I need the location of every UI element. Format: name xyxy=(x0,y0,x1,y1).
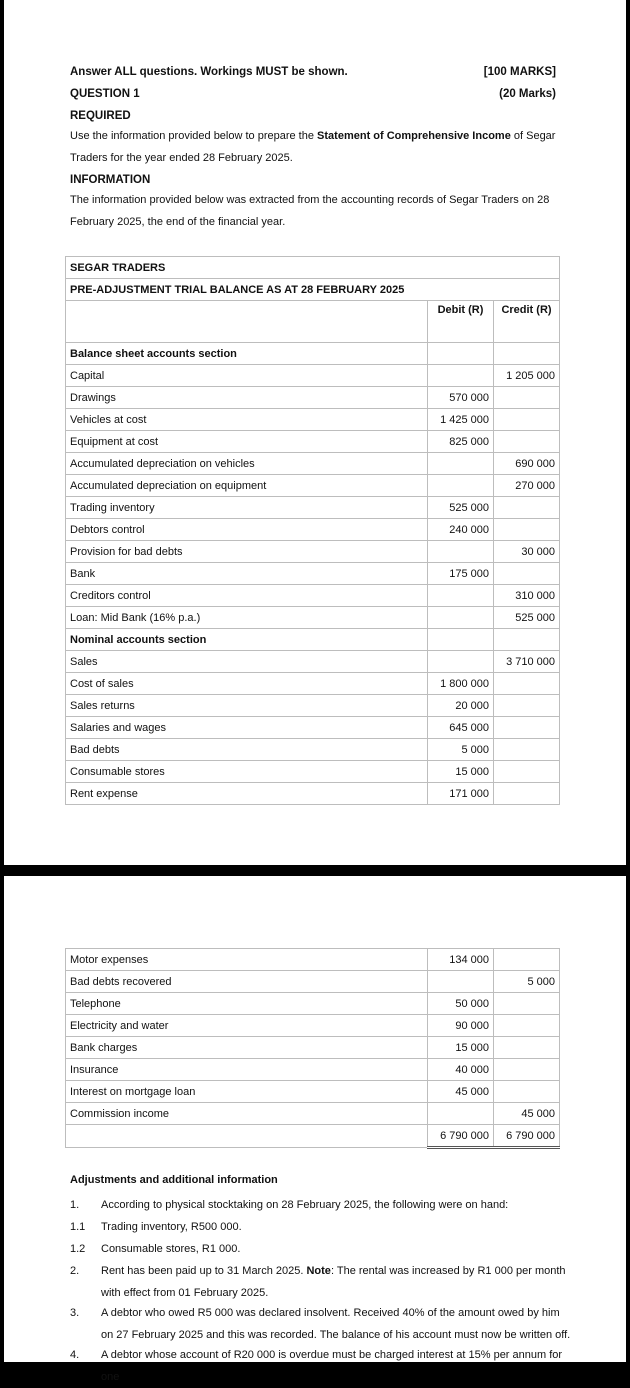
account-name: Vehicles at cost xyxy=(66,409,428,431)
credit-amount xyxy=(494,783,560,805)
adjustments-heading: Adjustments and additional information xyxy=(70,1174,278,1186)
table-row xyxy=(66,695,560,717)
debit-amount xyxy=(428,607,494,629)
debit-amount: 825 000 xyxy=(428,431,494,453)
account-name: Electricity and water xyxy=(66,1015,428,1037)
trial-balance-table xyxy=(65,256,560,805)
credit-amount: 310 000 xyxy=(494,585,560,607)
table-row xyxy=(66,1103,560,1125)
account-name: Sales xyxy=(66,651,428,673)
table-row xyxy=(66,993,560,1015)
table-row xyxy=(66,519,560,541)
table-row xyxy=(66,783,560,805)
table-row xyxy=(66,431,560,453)
credit-amount: 270 000 xyxy=(494,475,560,497)
adjustment-text xyxy=(101,1260,571,1304)
adjustment-text: According to physical stocktaking on 28 February 2025, the following were on hand: xyxy=(101,1199,509,1211)
credit-amount: 5 000 xyxy=(494,971,560,993)
question-marks: (20 Marks) xyxy=(499,88,556,100)
table-row xyxy=(66,651,560,673)
debit-amount: 45 000 xyxy=(428,1081,494,1103)
credit-amount xyxy=(494,695,560,717)
table-row xyxy=(66,1081,560,1103)
table-row xyxy=(66,971,560,993)
credit-amount xyxy=(494,1015,560,1037)
adjustment-text-pre: Rent has been paid up to 31 March 2025. xyxy=(101,1265,307,1277)
account-name: Accumulated depreciation on equipment xyxy=(66,475,428,497)
credit-amount xyxy=(494,1059,560,1081)
credit-amount xyxy=(494,739,560,761)
totals-row xyxy=(66,1125,560,1148)
page-two xyxy=(4,876,626,1383)
credit-amount xyxy=(494,387,560,409)
account-name: Salaries and wages xyxy=(66,717,428,739)
question-number: QUESTION 1 xyxy=(70,88,140,100)
credit-amount xyxy=(494,563,560,585)
information-text: The information provided below was extracted from the accounting records of Segar Traders on 28 February 2025, the end of the financial year. xyxy=(70,194,550,228)
page-one xyxy=(4,0,626,865)
table-row xyxy=(66,541,560,563)
debit-amount: 175 000 xyxy=(428,563,494,585)
adjustment-number: 1.1 xyxy=(70,1221,86,1233)
credit-amount xyxy=(494,629,560,651)
account-name: Commission income xyxy=(66,1103,428,1125)
adjustment-text: A debtor whose account of R20 000 is overdue must be charged interest at 15% per annum for one xyxy=(101,1349,563,1383)
debit-amount: 134 000 xyxy=(428,949,494,971)
credit-amount xyxy=(494,949,560,971)
debit-amount: 20 000 xyxy=(428,695,494,717)
account-name: Motor expenses xyxy=(66,949,428,971)
adjustment-note-label: Note xyxy=(306,1265,331,1277)
required-heading: REQUIRED xyxy=(70,110,131,122)
instructions: Answer ALL questions. Workings MUST be shown. xyxy=(70,66,348,78)
information-heading: INFORMATION xyxy=(70,174,151,186)
credit-amount: 3 710 000 xyxy=(494,651,560,673)
debit-amount: 50 000 xyxy=(428,993,494,1015)
account-name: Cost of sales xyxy=(66,673,428,695)
debit-amount xyxy=(428,453,494,475)
credit-amount xyxy=(494,717,560,739)
credit-header: Credit (R) xyxy=(494,301,560,343)
debit-amount xyxy=(428,365,494,387)
section-row xyxy=(66,343,560,365)
credit-amount xyxy=(494,431,560,453)
debit-amount: 645 000 xyxy=(428,717,494,739)
table-row xyxy=(66,1059,560,1081)
credit-amount xyxy=(494,497,560,519)
total-credit: 6 790 000 xyxy=(494,1125,560,1148)
debit-header: Debit (R) xyxy=(428,301,494,343)
account-name: Bank charges xyxy=(66,1037,428,1059)
account-name: Telephone xyxy=(66,993,428,1015)
credit-amount xyxy=(494,1081,560,1103)
table-row xyxy=(66,739,560,761)
account-name: Debtors control xyxy=(66,519,428,541)
adjustment-number: 3. xyxy=(70,1307,80,1319)
credit-amount: 1 205 000 xyxy=(494,365,560,387)
account-name: Consumable stores xyxy=(66,761,428,783)
account-name: Provision for bad debts xyxy=(66,541,428,563)
debit-amount: 171 000 xyxy=(428,783,494,805)
total-marks: [100 MARKS] xyxy=(483,66,556,78)
account-name: Bank xyxy=(66,563,428,585)
table-row xyxy=(66,1015,560,1037)
table-company-row xyxy=(66,257,560,279)
table-row xyxy=(66,607,560,629)
table-title-row xyxy=(66,279,560,301)
account-name: Drawings xyxy=(66,387,428,409)
account-name: Bad debts recovered xyxy=(66,971,428,993)
account-name: Balance sheet accounts section xyxy=(66,343,428,365)
credit-amount xyxy=(494,761,560,783)
debit-amount xyxy=(428,585,494,607)
account-name: Trading inventory xyxy=(66,497,428,519)
adjustment-number: 4. xyxy=(70,1349,80,1361)
table-row xyxy=(66,673,560,695)
table-row xyxy=(66,563,560,585)
account-name: Insurance xyxy=(66,1059,428,1081)
totals-blank xyxy=(66,1125,428,1148)
debit-amount: 15 000 xyxy=(428,761,494,783)
account-name: Bad debts xyxy=(66,739,428,761)
account-name: Rent expense xyxy=(66,783,428,805)
credit-amount xyxy=(494,1037,560,1059)
adjustment-number: 1. xyxy=(70,1199,80,1211)
debit-amount: 90 000 xyxy=(428,1015,494,1037)
adjustment-number: 1.2 xyxy=(70,1243,86,1255)
adjustment-text: Trading inventory, R500 000. xyxy=(101,1221,242,1233)
debit-amount xyxy=(428,343,494,365)
table-row xyxy=(66,717,560,739)
debit-amount: 40 000 xyxy=(428,1059,494,1081)
credit-amount: 690 000 xyxy=(494,453,560,475)
table-row xyxy=(66,585,560,607)
credit-amount xyxy=(494,519,560,541)
header-blank xyxy=(66,301,428,343)
account-name: Sales returns xyxy=(66,695,428,717)
debit-amount: 525 000 xyxy=(428,497,494,519)
table-row xyxy=(66,761,560,783)
table-row xyxy=(66,365,560,387)
adjustment-number: 2. xyxy=(70,1265,80,1277)
debit-amount xyxy=(428,651,494,673)
credit-amount: 525 000 xyxy=(494,607,560,629)
debit-amount xyxy=(428,629,494,651)
account-name: Interest on mortgage loan xyxy=(66,1081,428,1103)
table-row xyxy=(66,949,560,971)
table-title: PRE-ADJUSTMENT TRIAL BALANCE AS AT 28 FEBRUARY 2025 xyxy=(66,279,560,301)
account-name: Nominal accounts section xyxy=(66,629,428,651)
table-row xyxy=(66,497,560,519)
adjustment-text-rest: : The rental was increased by R1 000 per month with effect from 01 February 2025. xyxy=(101,1265,566,1299)
table-row xyxy=(66,453,560,475)
credit-amount xyxy=(494,673,560,695)
debit-amount: 570 000 xyxy=(428,387,494,409)
debit-amount: 5 000 xyxy=(428,739,494,761)
table-row xyxy=(66,1037,560,1059)
debit-amount xyxy=(428,971,494,993)
debit-amount xyxy=(428,541,494,563)
section-row xyxy=(66,629,560,651)
total-debit: 6 790 000 xyxy=(428,1125,494,1148)
adjustment-text: Consumable stores, R1 000. xyxy=(101,1243,241,1255)
account-name: Capital xyxy=(66,365,428,387)
account-name: Loan: Mid Bank (16% p.a.) xyxy=(66,607,428,629)
account-name: Equipment at cost xyxy=(66,431,428,453)
adjustment-text: A debtor who owed R5 000 was declared insolvent. Received 40% of the amount owed by him on 27 February 2025 and this was recorded. The balance of his account must now be written off. xyxy=(101,1307,571,1341)
company-name: SEGAR TRADERS xyxy=(66,257,560,279)
table-header-row xyxy=(66,301,560,343)
credit-amount: 45 000 xyxy=(494,1103,560,1125)
debit-amount: 15 000 xyxy=(428,1037,494,1059)
debit-amount: 240 000 xyxy=(428,519,494,541)
account-name: Accumulated depreciation on vehicles xyxy=(66,453,428,475)
table-row xyxy=(66,475,560,497)
required-text: Use the information provided below to prepare the Statement of Comprehensive Income of Segar Traders for the year ended 28 February 2025. xyxy=(70,130,556,164)
credit-amount: 30 000 xyxy=(494,541,560,563)
debit-amount xyxy=(428,1103,494,1125)
debit-amount: 1 425 000 xyxy=(428,409,494,431)
trial-balance-table-continued xyxy=(65,948,560,1149)
credit-amount xyxy=(494,993,560,1015)
account-name: Creditors control xyxy=(66,585,428,607)
credit-amount xyxy=(494,343,560,365)
debit-amount xyxy=(428,475,494,497)
credit-amount xyxy=(494,409,560,431)
table-row xyxy=(66,387,560,409)
table-row xyxy=(66,409,560,431)
debit-amount: 1 800 000 xyxy=(428,673,494,695)
